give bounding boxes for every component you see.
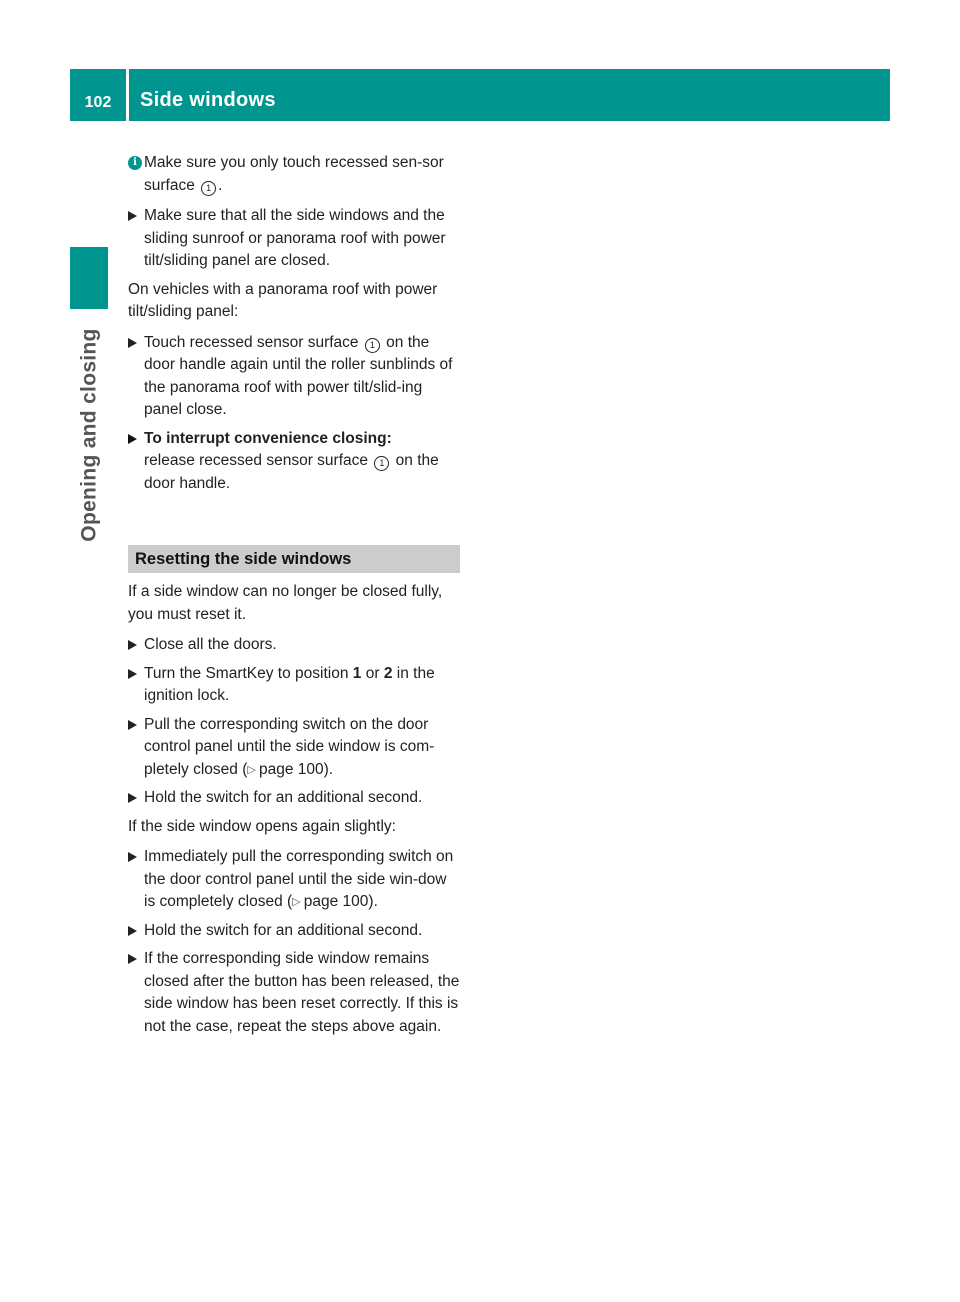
section-color-tab (70, 247, 108, 309)
step-text-after: ). (323, 760, 334, 778)
arrow-icon (128, 640, 137, 650)
paragraph-panorama: On vehicles with a panorama roof with power tilt/sliding panel: (128, 280, 438, 320)
step-text-before: Touch recessed sensor surface (144, 333, 359, 351)
page-title: Side windows (129, 69, 890, 121)
page-header (70, 69, 890, 121)
position-1: 1 (352, 664, 362, 682)
step-pull-switch (128, 714, 460, 782)
info-text-after: . (218, 176, 223, 194)
step-smartkey (128, 663, 460, 708)
step-text-after: ). (368, 893, 378, 910)
step-text: Close all the doors. (144, 636, 277, 653)
sensor-marker-icon: 1 (365, 338, 380, 353)
step-hold-switch-2 (128, 920, 460, 943)
step-text-before: release recessed sensor surface (144, 452, 369, 469)
step-close-doors (128, 634, 460, 657)
arrow-icon (128, 793, 137, 803)
section-label (72, 320, 108, 550)
step-text: Make sure that all the side windows and the sliding sunroof or panorama roof with power tilt/sliding panel are closed. (144, 207, 446, 269)
step-text: If the corresponding side window remains closed after the button has been released, the side window has been reset correctly. If this is not the case, repeat the steps above again. (144, 950, 460, 1035)
section-intro: If a side window can no longer be closed fully, you must reset it. (128, 583, 443, 623)
arrow-icon (128, 669, 137, 679)
position-2: 2 (383, 664, 393, 682)
arrow-icon (128, 954, 137, 964)
page-reference-link[interactable]: page 100 (303, 893, 369, 910)
section-label-text: Opening and closing (78, 328, 101, 542)
arrow-icon (128, 434, 137, 444)
info-text-before: Make sure you only touch recessed sen-sor surface (144, 154, 444, 194)
sensor-marker-icon: 1 (374, 456, 389, 471)
step-text-after: on the door handle again until the roller sunblinds of the panorama roof with power tilt/slid-ing panel close. (144, 333, 453, 418)
arrow-icon (128, 211, 137, 221)
info-note (128, 152, 460, 197)
step-or: or (365, 664, 380, 682)
step-hold-switch (128, 787, 460, 810)
step-bold-label: To interrupt convenience closing: (144, 429, 392, 447)
step-text-after: on the door handle. (144, 452, 439, 492)
section-heading: Resetting the side windows (128, 545, 460, 573)
page-number: 102 (70, 69, 126, 121)
sensor-marker-icon: 1 (201, 181, 216, 196)
arrow-icon (128, 852, 137, 862)
arrow-icon (128, 720, 137, 730)
step-immediately-pull (128, 846, 460, 914)
step-text-before: Turn the SmartKey to position (144, 664, 349, 682)
page-reference-link[interactable]: page 100 (258, 760, 324, 778)
step-text-after: in the ignition lock. (144, 664, 435, 704)
arrow-icon (128, 338, 137, 348)
step-text: Hold the switch for an additional second. (144, 789, 423, 806)
arrow-icon (128, 926, 137, 936)
step-touch-sensor (128, 332, 460, 422)
info-icon: i (128, 156, 142, 170)
step-text-before: Immediately pull the corresponding switch on the door control panel until the side win-dow is completely closed ( (144, 848, 454, 910)
main-content (128, 152, 460, 1044)
step-verify-reset (128, 948, 460, 1038)
page-reference-icon: ▷ (292, 896, 301, 908)
step-interrupt (128, 428, 460, 496)
paragraph-opens-again: If the side window opens again slightly: (128, 817, 396, 835)
step-close-windows (128, 205, 460, 273)
step-text-before: Pull the corresponding switch on the door control panel until the side window is com-pletely closed ( (144, 715, 435, 778)
page-reference-icon: ▷ (247, 763, 256, 776)
step-text: Hold the switch for an additional second. (144, 921, 423, 939)
